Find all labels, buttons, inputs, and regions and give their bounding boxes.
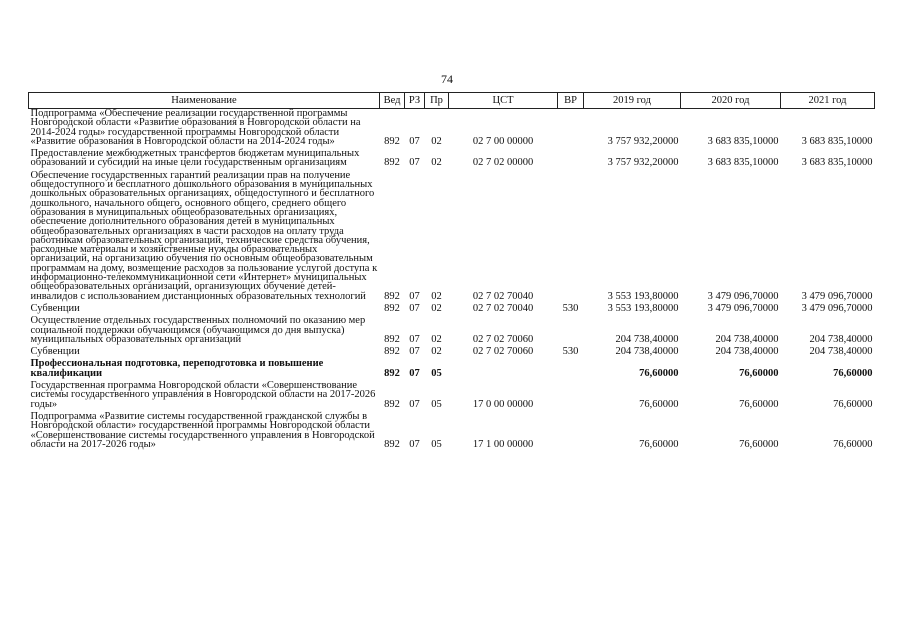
- cell-cst: 17 1 00 00000: [472, 438, 534, 450]
- cell-2019: 3 553 193,80000: [607, 302, 679, 314]
- cell-2020: 3 683 835,10000: [707, 157, 779, 169]
- cell-2019: 204 738,40000: [615, 333, 679, 345]
- cell-pr: 05: [431, 398, 442, 410]
- cell-name: Предоставление межбюджетных трансфертов бюджетам муниципальных образований и субсидий на иные цели государственным организациям: [30, 148, 360, 169]
- table-header: [29, 93, 875, 109]
- cell-ved: 892: [384, 157, 400, 169]
- cell-2019: 3 757 932,20000: [607, 135, 679, 147]
- cell-cst: 02 7 02 70040: [472, 302, 534, 314]
- cell-cst: 02 7 02 70060: [472, 346, 534, 358]
- cell-2019: 204 738,40000: [615, 346, 679, 358]
- cell-name: Осуществление отдельных государственных полномочий по оказанию мер социальной поддержки обучающимся (обучающимся до дня выпуска) муниципальных образовательных организаций: [30, 315, 366, 345]
- cell-cst: 02 7 02 70060: [472, 333, 534, 345]
- cell-2021: 204 738,40000: [809, 333, 873, 345]
- cell-2021: 3 683 835,10000: [801, 135, 873, 147]
- table-row: [29, 171, 875, 302]
- cell-2021: 3 683 835,10000: [801, 157, 873, 169]
- cell-rz: 07: [409, 398, 420, 410]
- cell-rz: 07: [409, 367, 420, 379]
- cell-2021: 3 479 096,70000: [801, 302, 873, 314]
- table-row: [29, 412, 875, 450]
- header-cst: ЦСТ: [449, 93, 558, 109]
- cell-2020: 76,60000: [739, 438, 779, 450]
- cell-name: Профессиональная подготовка, переподготовка и повышение квалификации: [30, 358, 324, 379]
- cell-cst: 02 7 00 00000: [472, 135, 534, 147]
- table-body: [29, 109, 875, 453]
- cell-cst: [449, 359, 558, 379]
- cell-pr: 02: [431, 135, 442, 147]
- cell-rz: 07: [409, 302, 420, 314]
- cell-2019: 3 757 932,20000: [607, 157, 679, 169]
- cell-rz: 07: [409, 135, 420, 147]
- cell-rz: 07: [409, 346, 420, 358]
- header-vr: ВР: [558, 93, 584, 109]
- cell-rz: 07: [409, 333, 420, 345]
- cell-2019: 3 553 193,80000: [607, 290, 679, 302]
- cell-ved: 892: [384, 346, 400, 358]
- table-row: [29, 347, 875, 357]
- cell-2021: 76,60000: [833, 398, 873, 410]
- cell-2019: 76,60000: [639, 398, 679, 410]
- header-2019: 2019 год: [584, 93, 681, 109]
- cell-ved: 892: [384, 438, 400, 450]
- cell-name: Государственная программа Новгородской области «Совершенствование системы государственного управления в Новгородской области на 2017-2026 годы»: [30, 380, 376, 410]
- table-row: [29, 109, 875, 148]
- cell-vr: 530: [562, 302, 579, 314]
- cell-2021: 3 479 096,70000: [801, 290, 873, 302]
- table-row: [29, 149, 875, 169]
- cell-2020: 3 479 096,70000: [707, 302, 779, 314]
- cell-vr: 530: [562, 346, 579, 358]
- cell-ved: 892: [384, 135, 400, 147]
- cell-2021: 76,60000: [833, 367, 873, 379]
- cell-vr: [558, 359, 584, 379]
- budget-table: [28, 92, 875, 452]
- table-row: [29, 381, 875, 410]
- table-row: [29, 359, 875, 379]
- cell-2020: 204 738,40000: [715, 333, 779, 345]
- cell-cst: 17 0 00 00000: [472, 398, 534, 410]
- cell-2020: 204 738,40000: [715, 346, 779, 358]
- header-2020: 2020 год: [681, 93, 781, 109]
- cell-vr: [558, 316, 584, 345]
- cell-pr: 02: [431, 346, 442, 358]
- cell-2020: 3 479 096,70000: [707, 290, 779, 302]
- table-row: [29, 304, 875, 314]
- page-number: 74: [441, 72, 453, 86]
- cell-2020: 3 683 835,10000: [707, 135, 779, 147]
- cell-vr: [558, 149, 584, 169]
- cell-vr: [558, 171, 584, 302]
- cell-ved: 892: [384, 290, 400, 302]
- cell-ved: 892: [384, 398, 400, 410]
- table-row: [29, 316, 875, 345]
- cell-name: Обеспечение государственных гарантий реализации прав на получение общедоступного и бесплатного дошкольного образования в муниципальных дошкольных образовательных организациях, общедоступного и бесплатного дошкольного, начального общего, основного общего, среднего общего образования в муниципальных общеобразовательных организациях, обеспечение дополнительного образования детей в муниципальных общеобразовательных организациях в части расходов на оплату труда работникам образовательных организаций, технические средства обучения, расходные материалы и хозяйственные нужды образовательных организаций, на организацию обучения по основным общеобразовательным программам на дому, возмещение расходов за пользование услугой доступа к информационно-телекоммуникационной сети «Интернет» муниципальных общеобразовательных организаций, организующих обучение детей-инвалидов с использованием дистанционных образовательных технологий: [30, 169, 378, 302]
- header-2021: 2021 год: [781, 93, 875, 109]
- header-name: Наименование: [29, 93, 380, 109]
- cell-cst: 02 7 02 00000: [472, 157, 534, 169]
- cell-vr: [558, 381, 584, 410]
- header-ved: Вед: [380, 93, 405, 109]
- cell-name: Подпрограмма «Развитие системы государственной гражданской службы в Новгородской области» государственной программы Новгородской области «Совершенствование системы государственного управления в Новгородской области на 2017-2026 годы»: [30, 410, 375, 450]
- cell-pr: 05: [431, 367, 442, 379]
- cell-2020: 76,60000: [739, 398, 779, 410]
- cell-cst: 02 7 02 70040: [472, 290, 534, 302]
- cell-name: Подпрограмма «Обеспечение реализации государственной программы Новгородской области «Развитие образования в Новгородской области на 2014-2024 годы» государственной программы Новгородской области «Развитие образования в Новгородской области на 2014-2024 годы»: [30, 108, 361, 147]
- cell-ved: 892: [384, 302, 400, 314]
- cell-rz: 07: [409, 157, 420, 169]
- cell-vr: [558, 109, 584, 148]
- cell-2021: 76,60000: [833, 438, 873, 450]
- cell-pr: 02: [431, 302, 442, 314]
- cell-2021: 204 738,40000: [809, 346, 873, 358]
- cell-vr: [558, 412, 584, 450]
- cell-pr: 02: [431, 290, 442, 302]
- cell-pr: 05: [431, 438, 442, 450]
- cell-2020: 76,60000: [739, 367, 779, 379]
- cell-ved: 892: [384, 333, 400, 345]
- cell-2019: 76,60000: [639, 367, 679, 379]
- cell-rz: 07: [409, 438, 420, 450]
- header-rz: РЗ: [405, 93, 425, 109]
- header-pr: Пр: [425, 93, 449, 109]
- cell-name: Субвенции: [30, 302, 80, 314]
- cell-ved: 892: [384, 367, 400, 379]
- cell-pr: 02: [431, 333, 442, 345]
- cell-2019: 76,60000: [639, 438, 679, 450]
- cell-name: Субвенции: [30, 346, 80, 358]
- cell-rz: 07: [409, 290, 420, 302]
- cell-pr: 02: [431, 157, 442, 169]
